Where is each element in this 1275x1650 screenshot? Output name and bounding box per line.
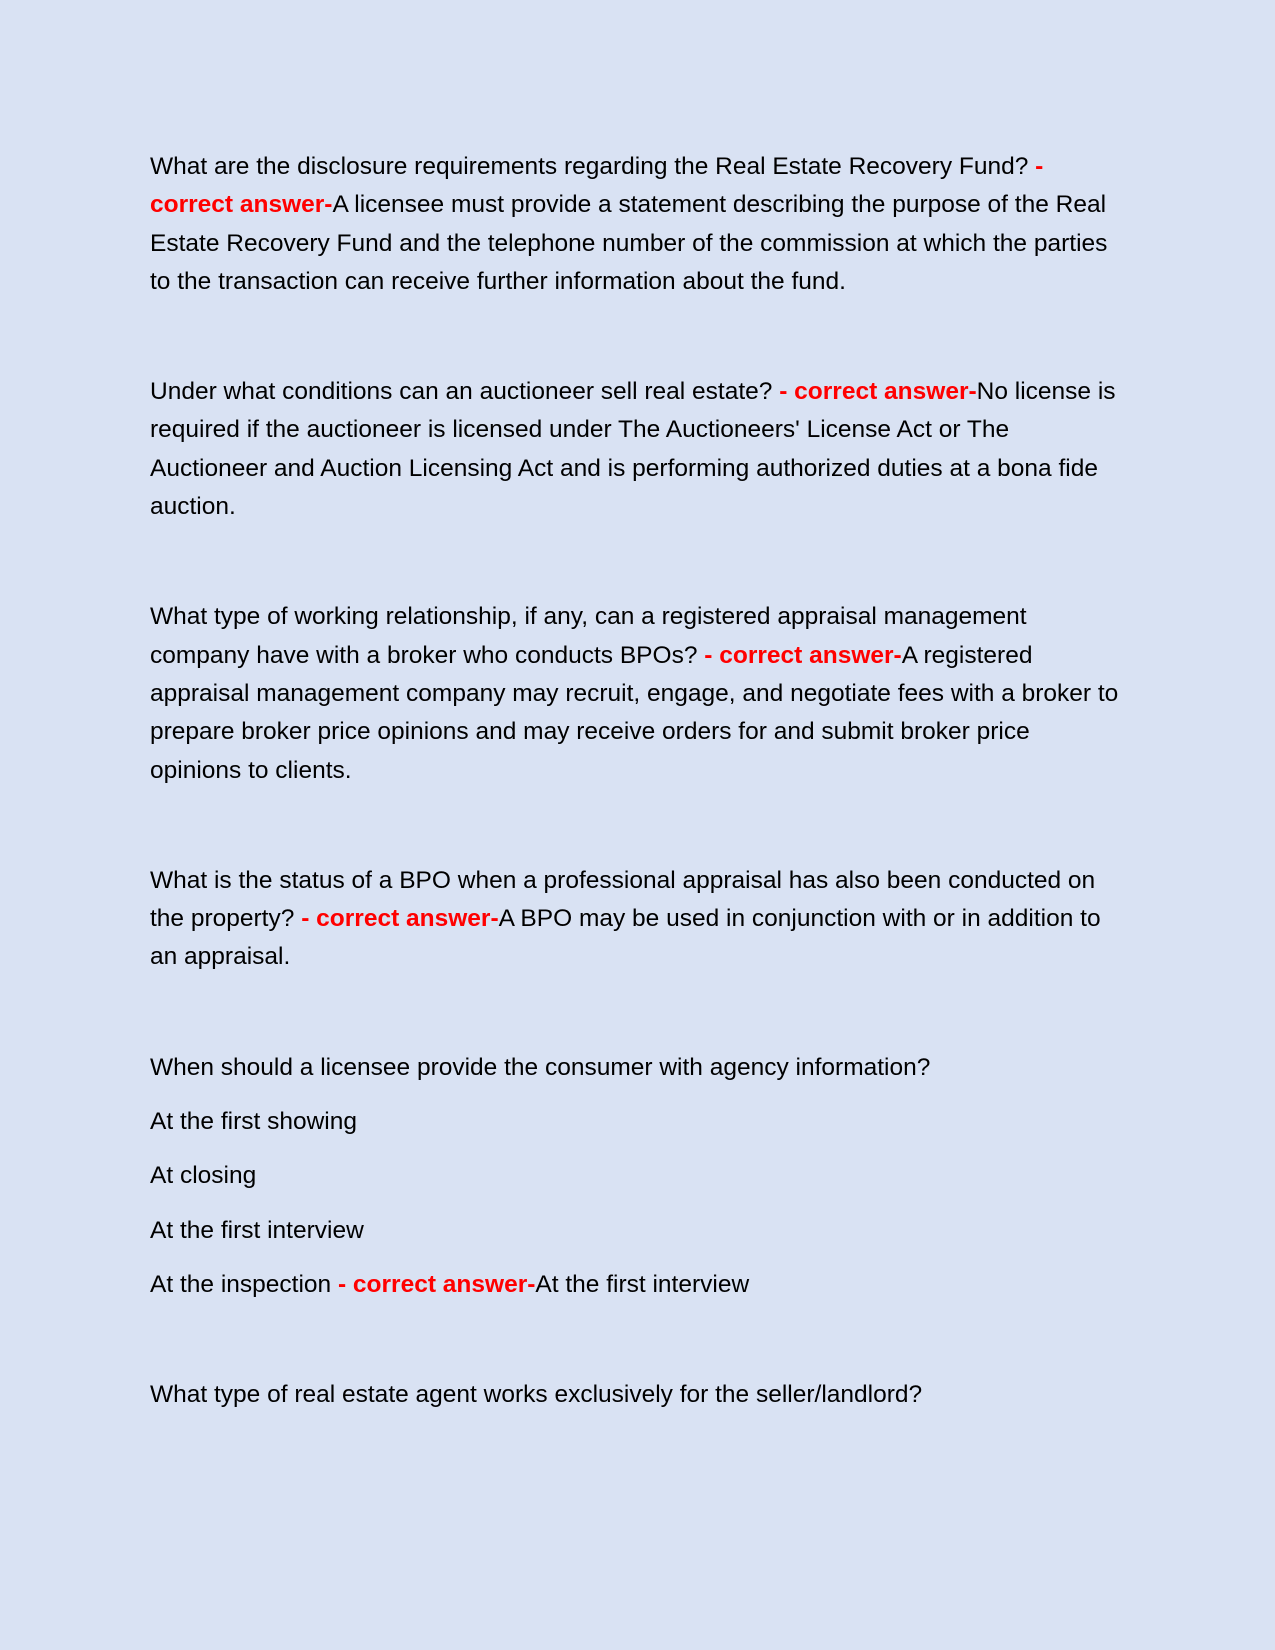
mc-option-3: At the first interview bbox=[150, 1216, 364, 1244]
question-text: What type of working relationship, if any, can a registered appraisal management company have with a broker who conducts BPOs? bbox=[150, 603, 1027, 669]
answer-text: No license is required if the auctioneer is licensed under The Auctioneers' License Act or The Auctioneer and Auction Licensing Act and is performing authorized duties at a bona fide auction. bbox=[150, 378, 1116, 521]
multiple-choice-entry bbox=[150, 1049, 1125, 1304]
correct-answer-marker: - correct answer- bbox=[301, 905, 499, 933]
answer-text: A registered appraisal management company may recruit, engage, and negotiate fees with a broker to prepare broker price opinions and may receive orders for and submit broker price opinions to clients. bbox=[150, 641, 1119, 784]
answer-text: At the first interview bbox=[535, 1270, 750, 1298]
answer-text: A BPO may be used in conjunction with or in addition to an appraisal. bbox=[150, 905, 1101, 971]
question-text: What is the status of a BPO when a professional appraisal has also been conducted on the property? bbox=[150, 866, 1096, 933]
mc-question-text: When should a licensee provide the consumer with agency information? bbox=[150, 1053, 931, 1081]
qa-entry-3 bbox=[150, 598, 1125, 789]
question-text: Under what conditions can an auctioneer sell real estate? bbox=[150, 378, 780, 406]
answer-text: A licensee must provide a statement describing the purpose of the Real Estate Recovery Fund and the telephone number of the commission at which the parties to the transaction can receive further information about the fund. bbox=[150, 191, 1108, 295]
correct-answer-marker: - correct answer- bbox=[704, 641, 902, 669]
mc-option-4-with-answer bbox=[150, 1266, 1125, 1304]
mc-option-2: At closing bbox=[150, 1162, 257, 1190]
qa-entry-2 bbox=[150, 373, 1125, 526]
qa-entry-6 bbox=[150, 1376, 1125, 1414]
question-text: What are the disclosure requirements regarding the Real Estate Recovery Fund? bbox=[150, 153, 1036, 180]
correct-answer-marker: - correct answer- bbox=[779, 378, 977, 406]
mc-option-1: At the first showing bbox=[150, 1108, 357, 1136]
question-text: What type of real estate agent works exclusively for the seller/landlord? bbox=[150, 1381, 923, 1409]
mc-option-4: At the inspection bbox=[150, 1270, 338, 1298]
correct-answer-marker: - correct answer- bbox=[337, 1270, 536, 1298]
qa-entry-1 bbox=[150, 148, 1125, 301]
qa-entry-4 bbox=[150, 862, 1125, 977]
document-content bbox=[150, 148, 1125, 1415]
correct-answer-marker: - correct answer- bbox=[150, 153, 1044, 219]
